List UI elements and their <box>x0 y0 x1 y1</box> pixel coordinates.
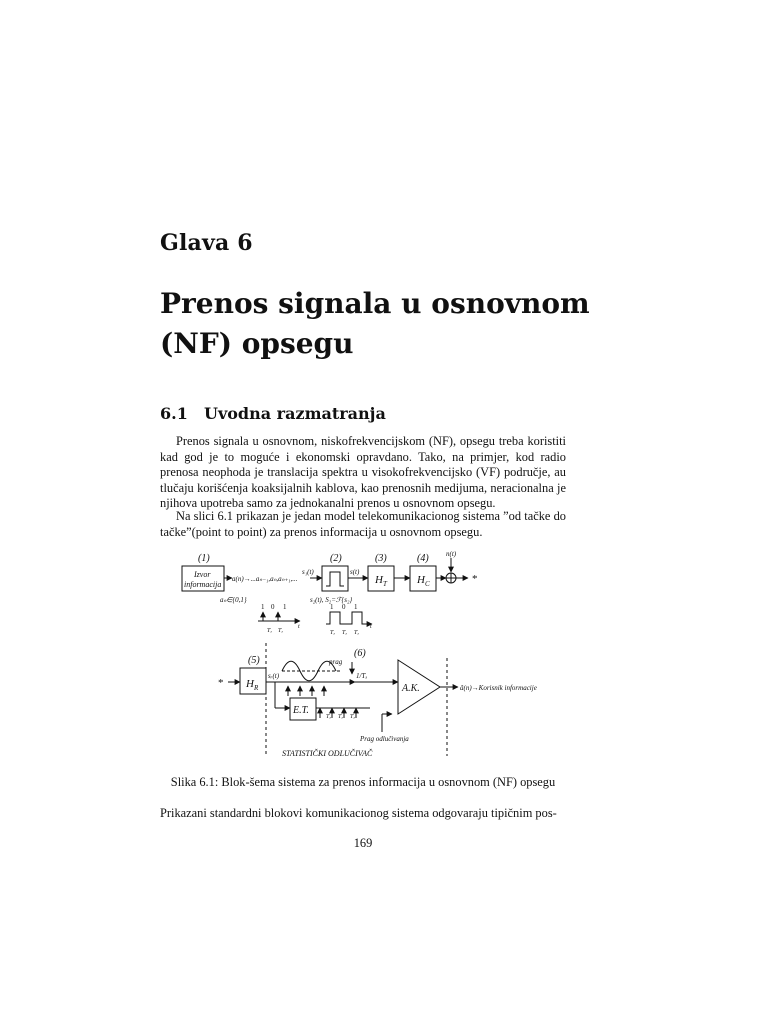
paragraph-intro <box>160 434 566 512</box>
section-number: 6.1 <box>160 404 188 423</box>
source-label-1: Izvor <box>194 570 211 579</box>
label-block-3: (3) <box>375 553 387 564</box>
source-label-2: informacija <box>184 580 222 589</box>
label-block-1: (1) <box>198 553 210 564</box>
section-heading <box>160 404 386 423</box>
label-block-4: (4) <box>417 553 429 564</box>
s1-label: s₁(t) <box>302 568 314 576</box>
coder-block <box>322 566 348 591</box>
td-label: Tₔ <box>338 714 343 720</box>
bit-label: 0 <box>271 603 275 611</box>
prag-odlucivanja-label: Prag odlučivanja <box>360 735 409 743</box>
figure-caption: Slika 6.1: Blok-šema sistema za prenos informacija u osnovnom (NF) opsegu <box>170 775 556 789</box>
label-block-5: (5) <box>248 655 260 666</box>
label-block-2: (2) <box>330 553 342 564</box>
block-diagram <box>170 546 570 766</box>
output-label: â(n)→Korisnik informacije <box>460 684 537 692</box>
hc-label: $H_C$ <box>417 574 430 588</box>
paragraph-closing: Prikazani standardni blokovi komunikacionog sistema odgovaraju tipičnim pos- <box>160 806 557 820</box>
td-label: Tₔ <box>267 628 272 634</box>
inv-td-label: 1/Tₔ <box>356 672 368 680</box>
chapter-title: Prenos signala u osnovnom (NF) opsegu <box>160 287 590 360</box>
td-label: Tₔ <box>350 714 355 720</box>
bit-label: 1 <box>283 603 287 611</box>
sr-label: sᵣ(t) <box>268 672 280 680</box>
hr-label: $H_R$ <box>246 678 259 692</box>
an-sequence-label: a(n)→...aₙ₋₁,aₙ,aₙ₊₁,... <box>232 575 298 583</box>
star-out-label: * <box>472 573 478 585</box>
ak-label: A.K. <box>402 683 420 694</box>
bit-label: 0 <box>342 603 346 611</box>
statisticki-label: STATISTIČKI ODLUČIVAČ <box>282 749 373 758</box>
bit-label: 1 <box>261 603 265 611</box>
paragraph-text: Prenos signala u osnovnom, niskofrekvencijskom (NF), opsegu treba koristiti kad god je to moguće i ekonomski opravdano. Tako, na primjer, kod radio prenosa neophoda je translacija spektra u visokofrekvencijsko (VF) područje, au tlučaju korišćenja koaksijalnih kablova, kao prenosnih medijuma, neracionalna je njihova upotreba samo za jednokanalni prenos u osnovnom opsegu. <box>160 434 566 511</box>
chapter-label: Glava 6 <box>160 230 253 256</box>
et-label: E.T. <box>293 705 309 716</box>
t-axis-label: t <box>298 624 300 630</box>
block-diagram-figure <box>170 546 570 766</box>
t-axis-label: t <box>370 624 372 630</box>
star-in-label: * <box>218 677 224 689</box>
s2-label: s₂(t), S₂=ℱ{s₂} <box>310 596 353 604</box>
section-title: Uvodna razmatranja <box>204 404 386 423</box>
paragraph-figure-ref <box>160 509 566 540</box>
noise-label: n(t) <box>446 550 457 558</box>
prag-label: prag <box>329 658 343 666</box>
td-label: Tₔ <box>330 630 335 636</box>
page-number: 169 <box>353 836 373 850</box>
ht-label: $H_T$ <box>375 574 387 588</box>
an-set-label: aₙ∈{0,1} <box>220 596 247 604</box>
td-label: Tₔ <box>278 628 283 634</box>
label-block-6: (6) <box>354 648 366 659</box>
td-label: Tₔ <box>354 630 359 636</box>
td-label: Tₔ <box>326 714 331 720</box>
bit-label: 1 <box>354 603 358 611</box>
bit-label: 1 <box>330 603 334 611</box>
s-label: s(t) <box>350 568 360 576</box>
paragraph-text: Na slici 6.1 prikazan je jedan model telekomunikacionog sistema ”od tačke do tačke”(point to point) za prenos informacija u osnovnom opsegu. <box>160 509 566 539</box>
td-label: Tₔ <box>342 630 347 636</box>
